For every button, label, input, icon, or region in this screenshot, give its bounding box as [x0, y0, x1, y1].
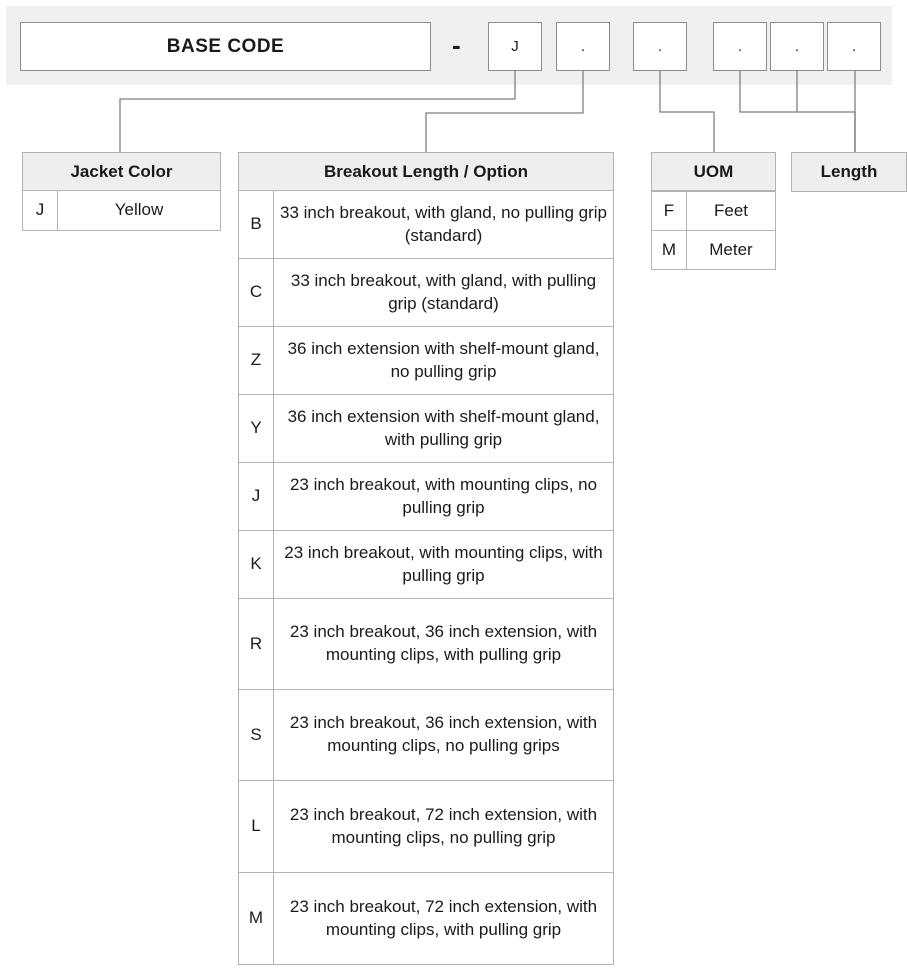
code-slot-length-2: .: [770, 22, 824, 71]
table-row: [239, 873, 614, 965]
table-row: [239, 531, 614, 599]
breakout-code-cell: L: [239, 781, 274, 873]
breakout-code-cell: C: [239, 259, 274, 327]
table-row: [239, 463, 614, 531]
uom-desc-cell: Feet: [687, 192, 776, 231]
breakout-desc-cell: 23 inch breakout, 72 inch extension, with mounting clips, with pulling grip: [274, 873, 614, 965]
breakout-table: [238, 190, 614, 965]
code-slot-length-1: .: [713, 22, 767, 71]
breakout-code-cell: B: [239, 191, 274, 259]
uom-header: UOM: [651, 152, 776, 191]
uom-code-cell: F: [652, 192, 687, 231]
code-slot-jacket: J: [488, 22, 542, 71]
breakout-code-cell: K: [239, 531, 274, 599]
breakout-header: Breakout Length / Option: [238, 152, 614, 191]
length-header: Length: [791, 152, 907, 192]
breakout-code-cell: M: [239, 873, 274, 965]
breakout-desc-cell: 36 inch extension with shelf-mount gland, no pulling grip: [274, 327, 614, 395]
breakout-code-cell: Z: [239, 327, 274, 395]
breakout-desc-cell: 33 inch breakout, with gland, with pulling grip (standard): [274, 259, 614, 327]
base-code-box: BASE CODE: [20, 22, 431, 71]
jacket-desc-cell: Yellow: [58, 191, 221, 231]
code-separator-dash: -: [452, 30, 461, 60]
table-row: [239, 781, 614, 873]
connector-jacket: [120, 71, 515, 152]
uom-code-cell: M: [652, 231, 687, 270]
breakout-code-cell: R: [239, 599, 274, 690]
code-slot-length-3: .: [827, 22, 881, 71]
breakout-code-cell: Y: [239, 395, 274, 463]
table-row: [239, 599, 614, 690]
breakout-desc-cell: 36 inch extension with shelf-mount gland, with pulling grip: [274, 395, 614, 463]
breakout-desc-cell: 23 inch breakout, with mounting clips, no pulling grip: [274, 463, 614, 531]
jacket-color-table: [22, 190, 221, 231]
table-row: [239, 690, 614, 781]
connector-uom: [660, 71, 714, 152]
breakout-desc-cell: 23 inch breakout, 72 inch extension, with mounting clips, no pulling grip: [274, 781, 614, 873]
connector-breakout: [426, 71, 583, 152]
table-row: [239, 191, 614, 259]
table-row: [239, 259, 614, 327]
jacket-color-header: Jacket Color: [22, 152, 221, 191]
breakout-desc-cell: 23 inch breakout, with mounting clips, with pulling grip: [274, 531, 614, 599]
code-slot-uom: .: [633, 22, 687, 71]
breakout-code-cell: J: [239, 463, 274, 531]
code-slot-breakout: .: [556, 22, 610, 71]
breakout-code-cell: S: [239, 690, 274, 781]
table-row: [239, 327, 614, 395]
breakout-desc-cell: 23 inch breakout, 36 inch extension, with mounting clips, no pulling grips: [274, 690, 614, 781]
table-row: [652, 231, 776, 270]
jacket-code-cell: J: [23, 191, 58, 231]
table-row: [23, 191, 221, 231]
breakout-desc-cell: 23 inch breakout, 36 inch extension, with mounting clips, with pulling grip: [274, 599, 614, 690]
table-row: [652, 192, 776, 231]
uom-table: [651, 191, 776, 270]
uom-desc-cell: Meter: [687, 231, 776, 270]
table-row: [239, 395, 614, 463]
breakout-desc-cell: 33 inch breakout, with gland, no pulling grip (standard): [274, 191, 614, 259]
